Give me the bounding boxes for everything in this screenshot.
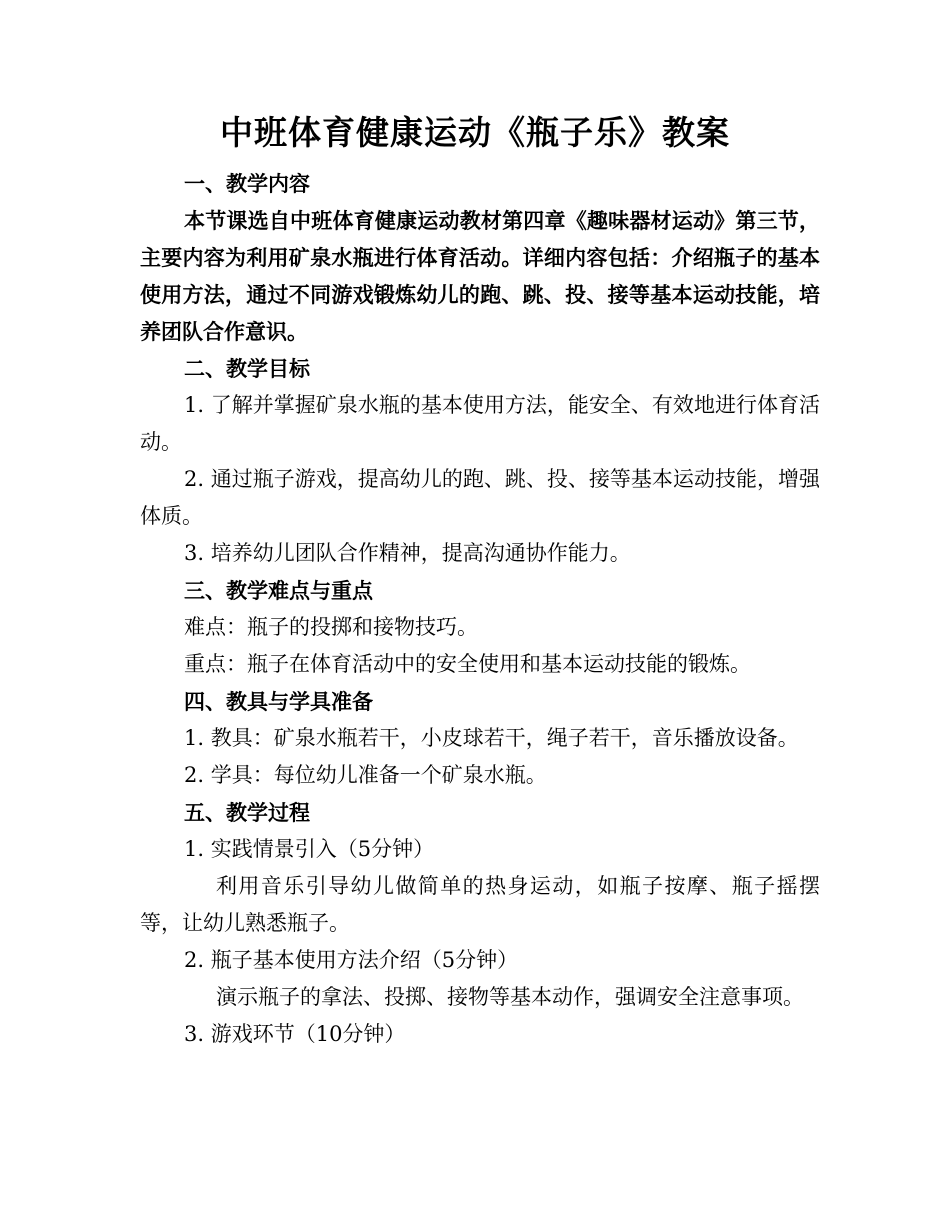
materials-item-2: 2. 学具：每位幼儿准备一个矿泉水瓶。 <box>184 763 547 787</box>
section-heading-materials: 四、教具与学具准备 <box>184 689 373 714</box>
document-body <box>140 165 820 1053</box>
focus-text: 重点：瓶子在体育活动中的安全使用和基本运动技能的锻炼。 <box>184 652 751 676</box>
process-step-2-label: 2. 瓶子基本使用方法介绍（5分钟） <box>184 948 519 972</box>
goal-item-1: 1. 了解并掌握矿泉水瓶的基本使用方法，能安全、有效地进行体育活动。 <box>140 393 820 454</box>
goal-item-3: 3. 培养幼儿团队合作精神，提高沟通协作能力。 <box>184 541 631 565</box>
teaching-content-paragraph: 本节课选自中班体育健康运动教材第四章《趣味器材运动》第三节，主要内容为利用矿泉水瓶进行体育活动。详细内容包括：介绍瓶子的基本使用方法，通过不同游戏锻炼幼儿的跑、跳、投、接等基本运动技能，培养团队合作意识。 <box>140 208 820 344</box>
difficulty-text: 难点：瓶子的投掷和接物技巧。 <box>184 615 478 639</box>
process-step-1-label: 1. 实践情景引入（5分钟） <box>184 837 435 861</box>
goal-item-2: 2. 通过瓶子游戏，提高幼儿的跑、跳、投、接等基本运动技能，增强体质。 <box>140 467 820 528</box>
section-heading-difficulty-focus: 三、教学难点与重点 <box>184 578 373 603</box>
process-step-1-desc: 利用音乐引导幼儿做简单的热身运动，如瓶子按摩、瓶子摇摆等，让幼儿熟悉瓶子。 <box>140 874 820 935</box>
section-heading-teaching-content: 一、教学内容 <box>184 171 310 196</box>
document-title: 中班体育健康运动《瓶子乐》教案 <box>220 113 730 152</box>
section-heading-process: 五、教学过程 <box>184 800 310 825</box>
materials-item-1: 1. 教具：矿泉水瓶若干，小皮球若干，绳子若干，音乐播放设备。 <box>184 726 799 750</box>
process-step-2-desc: 演示瓶子的拿法、投掷、接物等基本动作，强调安全注意事项。 <box>216 985 804 1009</box>
section-heading-teaching-goals: 二、教学目标 <box>184 356 310 381</box>
process-step-3-label: 3. 游戏环节（10分钟） <box>184 1022 406 1046</box>
